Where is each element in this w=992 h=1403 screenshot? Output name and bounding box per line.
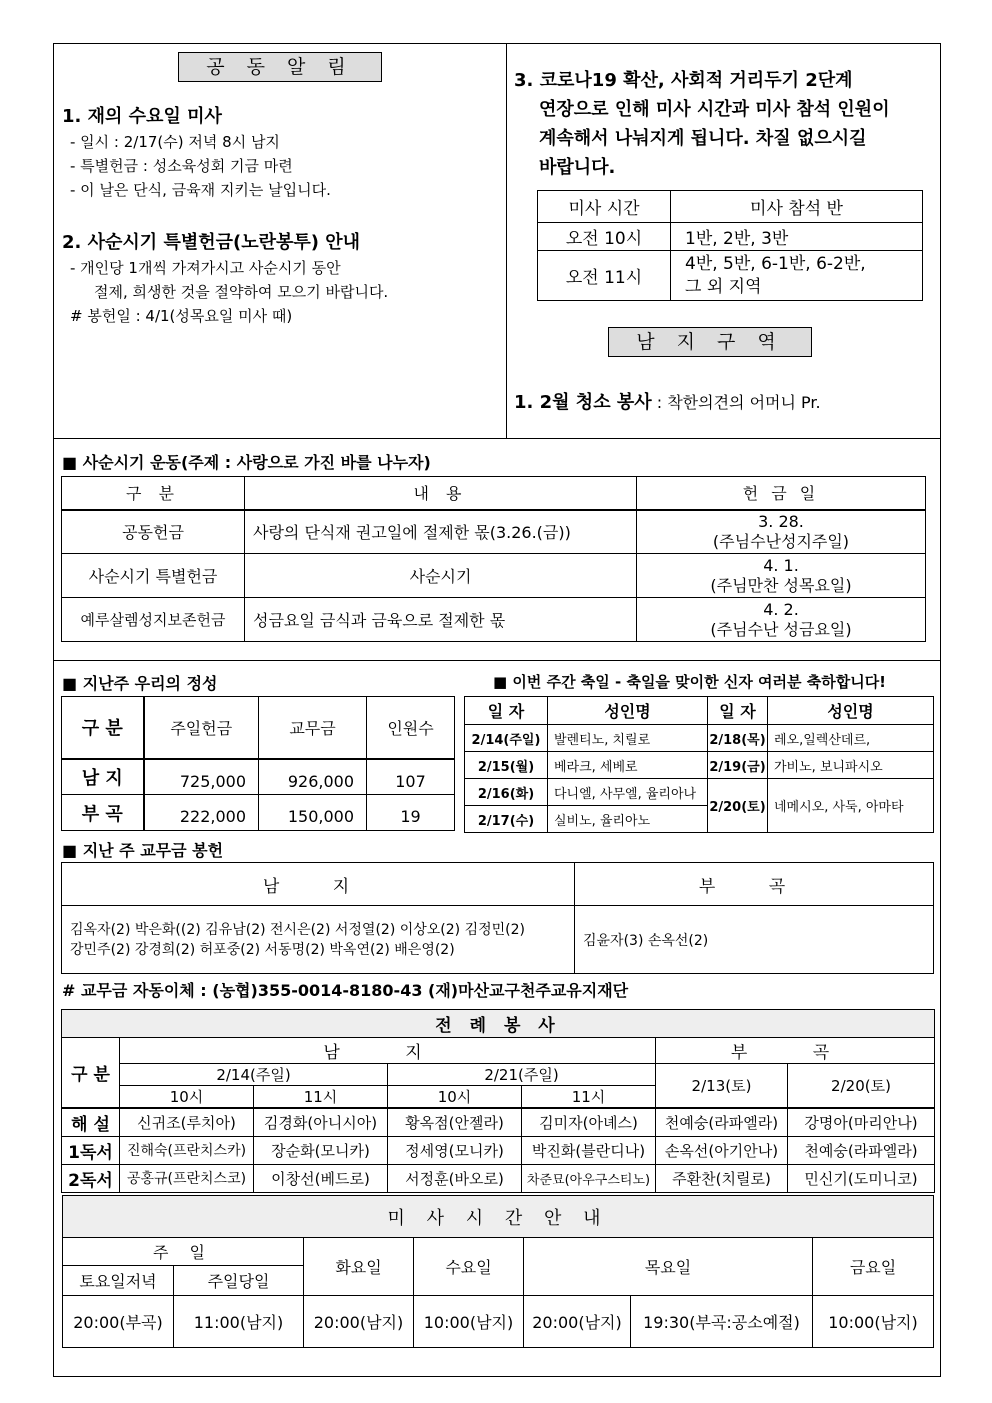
lent-cell: 사순시기 [245, 554, 637, 598]
notice-item3 [514, 66, 934, 182]
liturgy-cell: 차준묘(아우구스티노) [522, 1164, 656, 1192]
mass-table-cell: 1반, 2반, 3반 [671, 223, 923, 251]
liturgy-title: 전 례 봉 사 [62, 1010, 935, 1038]
feast-saint: 베라크, 세베로 [548, 752, 708, 779]
liturgy-role: 해 설 [62, 1108, 120, 1136]
lent-cell [637, 554, 926, 598]
feast-saint: 가비노, 보니파시오 [768, 752, 934, 779]
divider-1 [53, 438, 941, 439]
notice-item2-line: - 개인당 1개씩 가져가시고 사순시기 동안 [70, 259, 341, 277]
mass-table-cell: 오전 10시 [538, 223, 671, 251]
mass-table-header: 미사 시간 [538, 191, 671, 223]
notice-title: 공 동 알 림 [178, 52, 382, 82]
liturgy-gubun: 구 분 [62, 1038, 120, 1109]
notice-item1-line: - 특별헌금 : 성소육성회 기금 마련 [70, 157, 293, 175]
lent-cell: 성금요일 금식과 금육으로 절제한 몫 [245, 598, 637, 642]
mass-times-value: 10:00(남지) [414, 1296, 524, 1348]
lent-cell [637, 510, 926, 554]
lent-date-desc: (주님수난성지주일) [712, 531, 850, 551]
liturgy-cell: 김미자(아녜스) [522, 1108, 656, 1136]
mass-times-value: 11:00(남지) [174, 1296, 304, 1348]
mass-times-value: 20:00(부곡) [63, 1296, 174, 1348]
tithe-header-bugok: 부 곡 [575, 863, 934, 906]
offering-cell: 725,000 [144, 759, 259, 795]
mass-table-header: 미사 참석 반 [671, 191, 923, 223]
feast-saint: 다니엘, 사무엘, 율리아나 [548, 779, 708, 806]
notice-item3-line: 연장으로 인해 미사 시간과 미사 참석 인원이 [539, 99, 890, 120]
tithe-header-namji: 남 지 [62, 863, 575, 906]
feast-date: 2/16(화) [465, 779, 548, 806]
lent-date-desc: (주님수난 성금요일) [710, 619, 852, 639]
tithe-autopay: # 교무금 자동이체 : (농협)355-0014-8180-43 (재)마산교구천주교유지재단 [62, 981, 629, 1000]
mass-times-fri: 금요일 [813, 1238, 934, 1296]
notice-item3-line: 계속해서 나눠지게 됩니다. 차질 없으시길 [539, 128, 867, 149]
liturgy-date: 2/21(주일) [388, 1064, 656, 1086]
feast-saint: 실비노, 율리아노 [548, 806, 708, 833]
liturgy-cell: 김경화(아니시아) [254, 1108, 388, 1136]
lent-date: 4. 1. [763, 555, 799, 575]
liturgy-role: 1독서 [62, 1136, 120, 1164]
liturgy-namji: 남 지 [120, 1038, 656, 1064]
lent-title: ■ 사순시기 운동(주제 : 사랑으로 가진 바를 나누자) [62, 453, 431, 472]
feast-header: 일 자 [708, 697, 768, 725]
offering-header: 구 분 [62, 697, 144, 759]
liturgy-time: 11시 [522, 1086, 656, 1109]
offering-cell: 150,000 [259, 795, 367, 831]
mass-times-wed: 수요일 [414, 1238, 524, 1296]
liturgy-cell: 정세영(모니카) [388, 1136, 522, 1164]
offering-header: 교무금 [259, 697, 367, 759]
feast-header: 일 자 [465, 697, 548, 725]
lent-cell: 예루살렘성지보존헌금 [62, 598, 245, 642]
mass-times-sunday: 주 일 [63, 1238, 304, 1266]
offering-header: 인원수 [367, 697, 455, 759]
tithe-title: ■ 지난 주 교무금 봉헌 [62, 841, 224, 860]
mass-table-line: 그 외 지역 [685, 276, 762, 297]
mass-times-table [62, 1195, 934, 1348]
liturgy-cell: 손옥선(아기안나) [656, 1136, 788, 1164]
feast-saint: 발렌티노, 치릴로 [548, 725, 708, 752]
feast-date: 2/17(수) [465, 806, 548, 833]
mass-table-cell: 오전 11시 [538, 251, 671, 301]
notice-item3-line: 3. 코로나19 확산, 사회적 거리두기 2단계 [514, 70, 853, 91]
liturgy-cell: 신귀조(루치아) [120, 1108, 254, 1136]
liturgy-time: 10시 [388, 1086, 522, 1109]
liturgy-cell: 민신기(도미니코) [788, 1164, 935, 1192]
feast-date: 2/19(금) [708, 752, 768, 779]
mass-table-line: 4반, 5반, 6-1반, 6-2반, [685, 253, 866, 274]
liturgy-bugok: 부 곡 [656, 1038, 935, 1064]
notice-item3-line: 바랍니다. [539, 157, 616, 178]
namji-item1-text: : 착한의견의 어머니 Pr. [651, 393, 821, 412]
notice-item1-title: 1. 재의 수요일 미사 [62, 106, 222, 127]
notice-item2-line: 절제, 희생한 것을 절약하여 모으기 바랍니다. [94, 283, 389, 301]
offering-cell: 남 지 [62, 759, 144, 795]
lent-table [61, 476, 926, 642]
namji-item1-title: 1. 2월 청소 봉사 [514, 392, 652, 413]
tithe-namji-line: 김옥자(2) 박은화((2) 김유남(2) 전시은(2) 서정열(2) 이상오(2) 김정민(2) [70, 921, 525, 938]
tithe-namji-line: 강민주(2) 강경희(2) 허포중(2) 서동명(2) 박옥연(2) 배은영(2) [70, 941, 455, 958]
offering-header: 주일헌금 [144, 697, 259, 759]
feast-header: 성인명 [768, 697, 934, 725]
notice-left [62, 102, 502, 328]
lent-header: 내 용 [245, 477, 637, 510]
lent-cell: 사랑의 단식재 권고일에 절제한 몫(3.26.(금)) [245, 510, 637, 554]
lent-header: 구 분 [62, 477, 245, 510]
namji-title: 남 지 구 역 [608, 327, 812, 357]
liturgy-time: 10시 [120, 1086, 254, 1109]
liturgy-date: 2/14(주일) [120, 1064, 388, 1086]
liturgy-role: 2독서 [62, 1164, 120, 1192]
lent-cell [637, 598, 926, 642]
liturgy-cell: 서정훈(바오로) [388, 1164, 522, 1192]
feast-title: ■ 이번 주간 축일 - 축일을 맞이한 신자 여러분 축하합니다! [493, 673, 887, 691]
notice-item1-line: - 이 날은 단식, 금육재 지키는 날입니다. [70, 181, 331, 199]
notice-item1-line: - 일시 : 2/17(수) 저녁 8시 남지 [70, 133, 280, 151]
liturgy-table [61, 1009, 935, 1193]
lent-date: 3. 28. [758, 511, 804, 531]
liturgy-cell: 박진화(블란디나) [522, 1136, 656, 1164]
liturgy-cell: 주환찬(치릴로) [656, 1164, 788, 1192]
lent-date-desc: (주님만찬 성목요일) [710, 575, 852, 595]
liturgy-cell: 강명아(마리안나) [788, 1108, 935, 1136]
liturgy-cell: 황옥점(안젤라) [388, 1108, 522, 1136]
liturgy-cell: 공홍규(프란치스코) [120, 1164, 254, 1192]
mass-times-sunday-day: 주일당일 [174, 1266, 304, 1296]
offering-cell: 부 곡 [62, 795, 144, 831]
liturgy-cell: 천예숭(라파엘라) [788, 1136, 935, 1164]
liturgy-cell: 이창선(베드로) [254, 1164, 388, 1192]
mass-times-thu: 목요일 [524, 1238, 813, 1296]
lent-cell: 사순시기 특별헌금 [62, 554, 245, 598]
mass-times-title: 미 사 시 간 안 내 [63, 1196, 934, 1238]
offering-table [61, 696, 455, 831]
lent-header: 헌 금 일 [637, 477, 926, 510]
feast-date: 2/20(토) [708, 779, 768, 833]
namji-item1 [514, 388, 821, 414]
mass-attendance-table [537, 190, 923, 301]
feast-date: 2/14(주일) [465, 725, 548, 752]
offering-cell: 107 [367, 759, 455, 795]
liturgy-cell: 장순화(모니카) [254, 1136, 388, 1164]
lent-date: 4. 2. [763, 599, 799, 619]
mass-times-value: 20:00(남지) [304, 1296, 414, 1348]
liturgy-date: 2/13(토) [656, 1064, 788, 1109]
divider-2 [53, 660, 941, 661]
tithe-bugok-list: 김윤자(3) 손옥선(2) [575, 906, 934, 974]
notice-item2-line: # 봉헌일 : 4/1(성목요일 미사 때) [70, 307, 293, 325]
offering-cell: 222,000 [144, 795, 259, 831]
liturgy-time: 11시 [254, 1086, 388, 1109]
top-divider-vertical [506, 43, 507, 438]
mass-times-tue: 화요일 [304, 1238, 414, 1296]
feast-date: 2/15(월) [465, 752, 548, 779]
tithe-namji-list [62, 906, 575, 974]
liturgy-cell: 천예숭(라파엘라) [656, 1108, 788, 1136]
liturgy-cell: 진해숙(프란치스카) [120, 1136, 254, 1164]
feast-saint: 네메시오, 사둑, 아마타 [768, 779, 934, 833]
tithe-table [61, 862, 934, 974]
mass-times-value: 20:00(남지) [524, 1296, 631, 1348]
mass-times-sat-evening: 토요일저녁 [63, 1266, 174, 1296]
offering-title: ■ 지난주 우리의 정성 [62, 674, 218, 693]
mass-times-value: 10:00(남지) [813, 1296, 934, 1348]
offering-cell: 926,000 [259, 759, 367, 795]
feast-date: 2/18(목) [708, 725, 768, 752]
feast-header: 성인명 [548, 697, 708, 725]
mass-table-cell [671, 251, 923, 301]
liturgy-date: 2/20(토) [788, 1064, 935, 1109]
notice-item2-title: 2. 사순시기 특별헌금(노란봉투) 안내 [62, 232, 361, 253]
feast-table [464, 696, 934, 833]
offering-cell: 19 [367, 795, 455, 831]
mass-times-value: 19:30(부곡:공소예절) [631, 1296, 813, 1348]
lent-cell: 공동헌금 [62, 510, 245, 554]
feast-saint: 레오,일렉산데르, [768, 725, 934, 752]
